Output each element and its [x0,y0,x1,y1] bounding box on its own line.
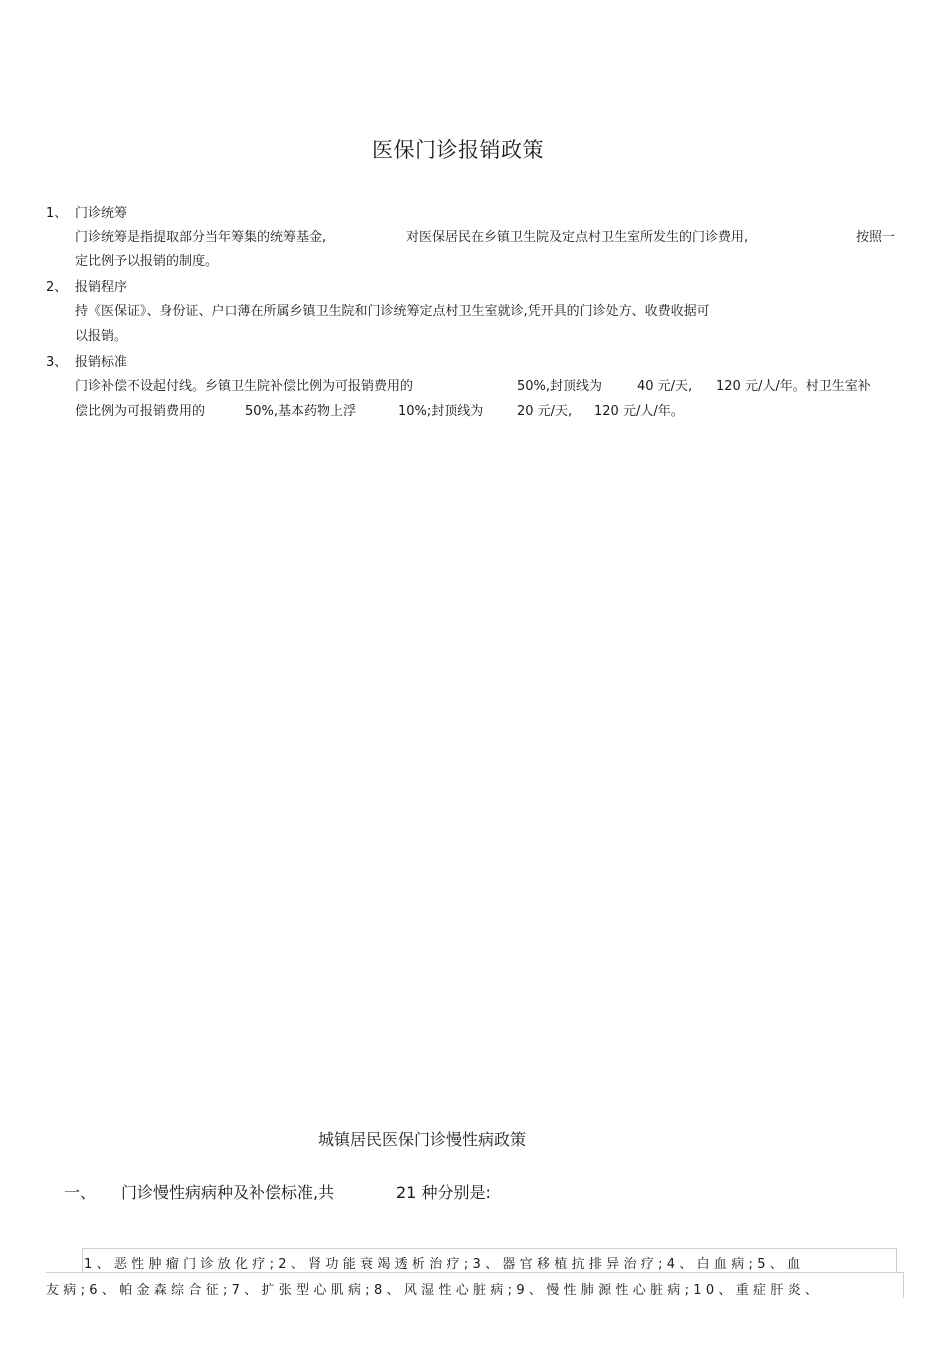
section-title: 城镇居民医保门诊慢性病政策 [318,1130,527,1149]
frame-line [896,1248,897,1272]
item-text-fragment: 偿比例为可报销费用的 [75,404,206,419]
item-text-line: 以报销。 [75,329,128,344]
item-heading: 报销程序 [75,280,128,295]
item-heading: 门诊统筹 [75,206,128,221]
disease-list-line: 1、恶性肿瘤门诊放化疗;2、肾功能衰竭透析治疗;3、器官移植抗排异治疗;4、白血病;5、血 [84,1257,805,1272]
item-number: 1、 [46,206,68,221]
disease-list-line: 友病;6、帕金森综合征;7、扩张型心肌病;8、风湿性心脏病;9、慢性肺源性心脏病;10、重症肝炎、 [46,1283,823,1298]
item-text-fragment: 50%,封顶线为 [517,379,603,394]
item-text-fragment: 120 元/人/年。 [594,404,684,419]
item-text-fragment: 20 元/天, [517,404,573,419]
item-text-fragment: 门诊统筹是指提取部分当年筹集的统筹基金, [75,230,327,245]
item-text-fragment: 门诊补偿不设起付线。乡镇卫生院补偿比例为可报销费用的 [75,379,414,394]
section-number: 一、 [64,1183,97,1202]
item-text-line: 定比例予以报销的制度。 [75,254,219,269]
item-number: 3、 [46,355,68,370]
item-text-fragment: 按照一 [856,230,896,245]
frame-line [46,1272,904,1273]
item-heading: 报销标准 [75,355,128,370]
item-text-fragment: 40 元/天, [637,379,693,394]
item-text-fragment: 对医保居民在乡镇卫生院及定点村卫生室所发生的门诊费用, [406,230,749,245]
item-text-fragment: 10%;封顶线为 [398,404,484,419]
item-text-fragment: 50%,基本药物上浮 [245,404,357,419]
item-text-fragment: 120 元/人/年。村卫生室补 [716,379,871,394]
frame-line [82,1248,83,1272]
frame-line [903,1272,904,1298]
section-heading-fragment: 门诊慢性病病种及补偿标准,共 [121,1183,335,1202]
page-title: 医保门诊报销政策 [372,138,544,162]
frame-line [82,1248,896,1249]
item-text-line: 持《医保证》、身份证、户口薄在所属乡镇卫生院和门诊统筹定点村卫生室就诊,凭开具的门诊处方、收费收据可 [75,304,710,319]
section-heading-fragment: 21 种分别是: [396,1183,491,1202]
item-number: 2、 [46,280,68,295]
